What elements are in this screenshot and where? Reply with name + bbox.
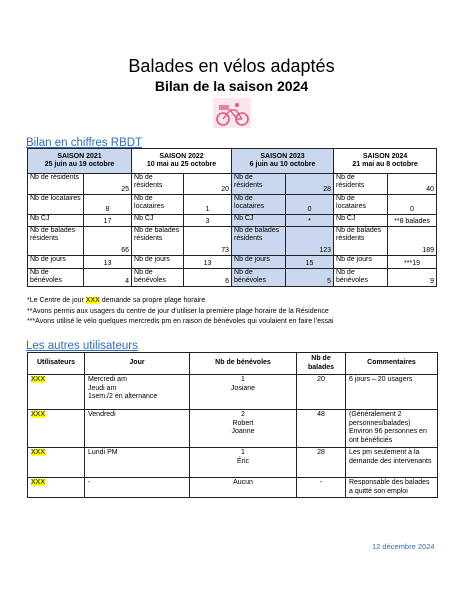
footnote-2: **Avons permis aux usagers du centre de jour d’utiliser la première plage horaire de la Résidence: [27, 307, 329, 315]
row-label: Nb de jours: [232, 256, 286, 269]
row-value: 15: [286, 256, 334, 269]
row-label: Nb de balades résidents: [28, 227, 84, 256]
row-value: 73: [184, 227, 232, 256]
table-row: [28, 269, 437, 287]
row-value: 0: [388, 195, 437, 215]
row-value: 1: [184, 195, 232, 215]
row-value: 40: [388, 174, 437, 195]
document-date: 12 décembre 2024: [372, 542, 435, 551]
row-value: 13: [184, 256, 232, 269]
rides-cell: -: [297, 478, 346, 498]
column-header: Nb de balades: [297, 353, 346, 375]
row-label: Nb CJ: [132, 215, 184, 227]
comment-cell: Responsable des balades a quitté son emploi: [346, 478, 438, 498]
row-label: Nb de jours: [28, 256, 84, 269]
row-value: 6: [184, 269, 232, 287]
user-cell: XXX: [28, 375, 85, 410]
table-row: [28, 375, 438, 410]
table-row: [28, 227, 437, 256]
footnote-3: ***Avons utilisé le vélo quelques mercredis pm en raison de bénévoles qui voulaient en faire l’essai: [27, 318, 334, 325]
row-value: *: [286, 215, 334, 227]
season-2022-header: SAISON 2022 10 mai au 25 octobre: [132, 149, 232, 174]
row-value: 28: [286, 174, 334, 195]
season-2021-header: SAISON 2021 25 juin au 19 octobre: [28, 149, 132, 174]
row-value: 3: [184, 215, 232, 227]
section-title-other-users: Les autres utilisateurs: [26, 340, 138, 352]
volunteers-cell: 1 Josiane: [190, 375, 297, 410]
page-title: Balades en vélos adaptés: [128, 56, 335, 76]
row-label: Nb de bénévoles: [232, 269, 286, 287]
day-cell: -: [85, 478, 190, 498]
day-cell: Lundi PM: [85, 448, 190, 478]
table-row: [28, 478, 438, 498]
row-value: 8: [84, 195, 132, 215]
row-value: 25: [84, 174, 132, 195]
user-cell: XXX: [28, 478, 85, 498]
row-label: Nb de locataires: [132, 195, 184, 215]
day-cell: Mercredi am Jeudi am 1sem./2 en alternance: [85, 375, 190, 410]
table-header-row: [28, 353, 438, 375]
page-subtitle: Bilan de la saison 2024: [154, 78, 309, 94]
row-label: Nb de locataires: [334, 195, 388, 215]
column-header: Nb de bénévoles: [190, 353, 297, 375]
row-label: Nb de résidents: [28, 174, 84, 195]
season-stats-table: [27, 148, 437, 287]
volunteers-cell: 2 Robert Joanne: [190, 410, 297, 448]
table-row: [28, 448, 438, 478]
row-label: Nb de balades résidents: [132, 227, 184, 256]
row-value: 20: [184, 174, 232, 195]
season-2023-header: SAISON 2023 6 juin au 10 octobre: [232, 149, 334, 174]
column-header: Commentaires: [346, 353, 438, 375]
column-header: Jour: [85, 353, 190, 375]
row-label: Nb de locataires: [232, 195, 286, 215]
row-value: ***19: [388, 256, 437, 269]
row-value: 189: [388, 227, 437, 256]
row-label: Nb de bénévoles: [132, 269, 184, 287]
row-value: 123: [286, 227, 334, 256]
table-row: [28, 410, 438, 448]
row-label: Nb CJ: [334, 215, 388, 227]
day-cell: Vendredi: [85, 410, 190, 448]
footnotes: [27, 296, 334, 328]
table-row: [28, 256, 437, 269]
other-users-table: [27, 352, 438, 498]
row-label: Nb de balades résidents: [334, 227, 388, 256]
row-value: 13: [84, 256, 132, 269]
table-row: [28, 215, 437, 227]
row-value: 66: [84, 227, 132, 256]
rides-cell: 28: [297, 448, 346, 478]
row-label: Nb de résidents: [132, 174, 184, 195]
user-cell: XXX: [28, 448, 85, 478]
comment-cell: (Généralement 2 personnes/balades) Environ 96 personnes en ont bénéficiés: [346, 410, 438, 448]
volunteers-cell: 1 Éric: [190, 448, 297, 478]
highlighted-name: XXX: [85, 297, 100, 304]
row-label: Nb de locataires: [28, 195, 84, 215]
row-label: Nb de jours: [334, 256, 388, 269]
column-header: Utilisateurs: [28, 353, 85, 375]
row-label: Nb de balades résidents: [232, 227, 286, 256]
table-row: [28, 195, 437, 215]
comment-cell: Les pm seulement à la demande des intervenants: [346, 448, 438, 478]
row-value: **8 balades: [388, 215, 437, 227]
row-value: 9: [388, 269, 437, 287]
row-label: Nb de jours: [132, 256, 184, 269]
row-label: Nb CJ: [232, 215, 286, 227]
row-value: 5: [286, 269, 334, 287]
season-header-row: [28, 149, 437, 174]
section-title-stats: Bilan en chiffres RBDT: [26, 137, 143, 149]
season-2024-header: SAISON 2024 21 mai au 8 octobre: [334, 149, 437, 174]
rides-cell: 20: [297, 375, 346, 410]
row-label: Nb de bénévoles: [334, 269, 388, 287]
table-row: [28, 174, 437, 195]
row-value: 17: [84, 215, 132, 227]
user-cell: XXX: [28, 410, 85, 448]
comment-cell: 6 jours – 20 usagers: [346, 375, 438, 410]
row-value: 4: [84, 269, 132, 287]
row-label: Nb de résidents: [334, 174, 388, 195]
row-label: Nb CJ: [28, 215, 84, 227]
rides-cell: 48: [297, 410, 346, 448]
row-label: Nb de bénévoles: [28, 269, 84, 287]
footnote-1: *Le Centre de jour XXX demande sa propre plage horaire: [27, 297, 206, 304]
volunteers-cell: Aucun: [190, 478, 297, 498]
row-label: Nb de résidents: [232, 174, 286, 195]
row-value: 0: [286, 195, 334, 215]
tandem-bike-icon: [213, 98, 251, 128]
